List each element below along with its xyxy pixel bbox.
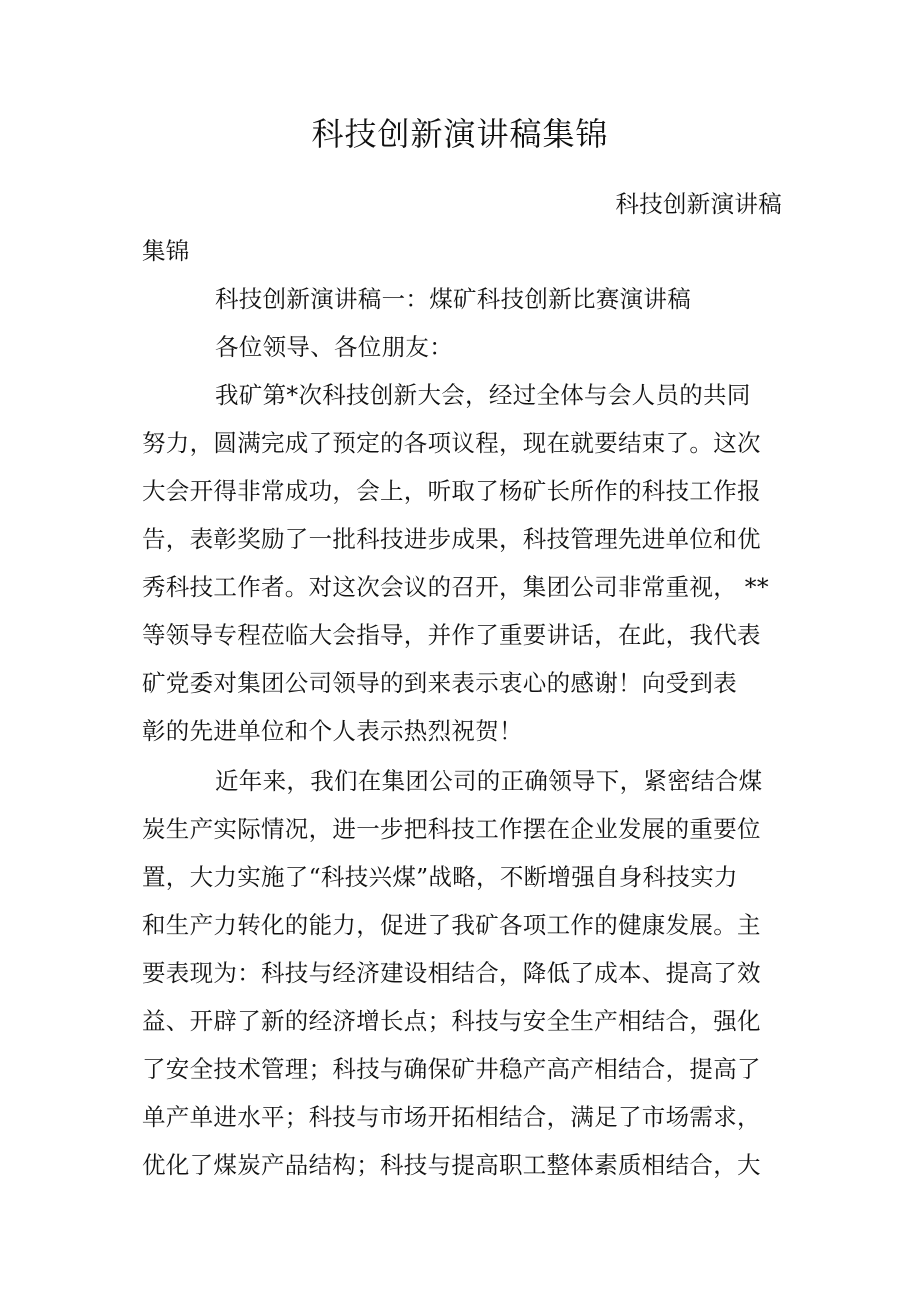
paragraph-1-line: 告，表彰奖励了一批科技进步成果，科技管理先进单位和优 <box>142 525 761 553</box>
paragraph-1-line: 彰的先进单位和个人表示热烈祝贺！ <box>142 717 523 745</box>
paragraph-2-line: 益、开辟了新的经济增长点；科技与安全生产相结合，强化 <box>142 1007 761 1035</box>
paragraph-2-line: 要表现为：科技与经济建设相结合，降低了成本、提高了效 <box>142 959 761 987</box>
paragraph-2-line: 单产单进水平；科技与市场开拓相结合，满足了市场需求， <box>142 1103 761 1131</box>
paragraph-1-line: 我矿第*次科技创新大会，经过全体与会人员的共同 <box>215 381 751 409</box>
salutation: 各位领导、各位朋友： <box>215 333 453 361</box>
speech-subtitle: 科技创新演讲稿一：煤矿科技创新比赛演讲稿 <box>215 285 691 313</box>
paragraph-2-line: 近年来，我们在集团公司的正确领导下，紧密结合煤 <box>215 767 763 795</box>
paragraph-1-line: 矿党委对集团公司领导的到来表示衷心的感谢！向受到表 <box>142 669 737 697</box>
paragraph-1-line: 等领导专程莅临大会指导，并作了重要讲话，在此，我代表 <box>142 621 761 649</box>
paragraph-2-line: 和生产力转化的能力，促进了我矿各项工作的健康发展。主 <box>142 911 761 939</box>
paragraph-1-line: 大会开得非常成功，会上，听取了杨矿长所作的科技工作报 <box>142 477 761 505</box>
paragraph-2-line: 了安全技术管理；科技与确保矿井稳产高产相结合，提高了 <box>142 1055 761 1083</box>
header-line-2: 集锦 <box>142 237 190 265</box>
document-title: 科技创新演讲稿集锦 <box>311 115 609 153</box>
paragraph-1-line: 努力，圆满完成了预定的各项议程，现在就要结束了。这次 <box>142 429 761 457</box>
paragraph-2-line: 炭生产实际情况，进一步把科技工作摆在企业发展的重要位 <box>142 815 761 843</box>
header-line-1: 科技创新演讲稿 <box>615 190 782 218</box>
paragraph-1-line: 秀科技工作者。对这次会议的召开，集团公司非常重视， ** <box>142 573 769 601</box>
paragraph-2-line: 优化了煤炭产品结构；科技与提高职工整体素质相结合，大 <box>142 1151 761 1179</box>
paragraph-2-line: 置，大力实施了“科技兴煤”战略，不断增强自身科技实力 <box>142 863 738 891</box>
